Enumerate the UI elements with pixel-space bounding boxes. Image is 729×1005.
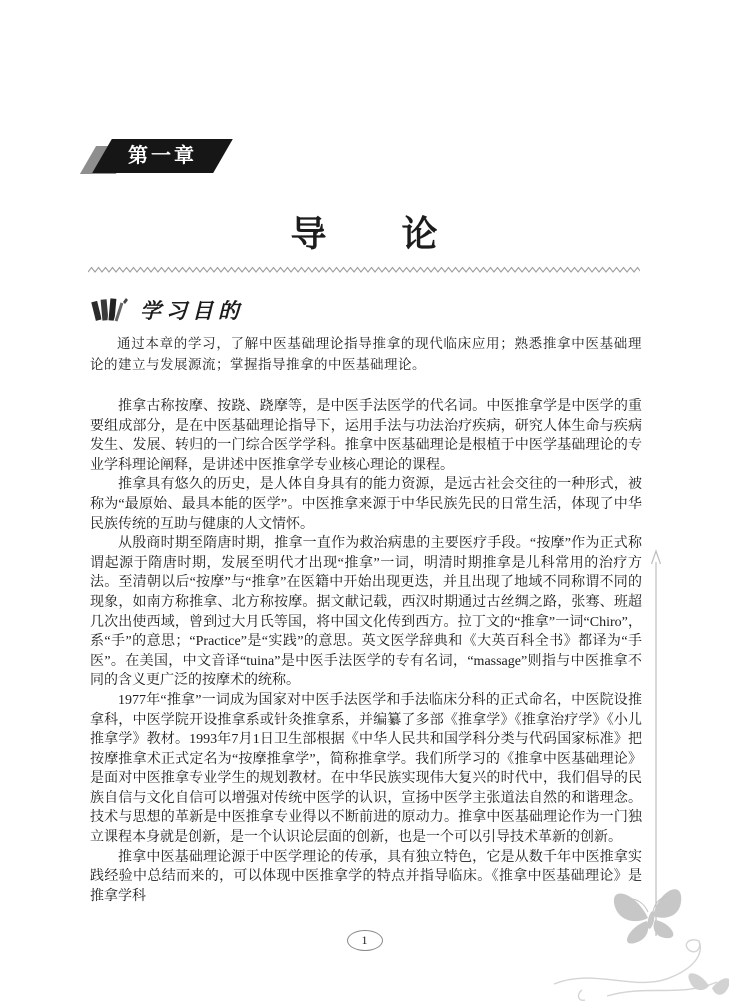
learning-objectives-section <box>90 294 642 375</box>
chapter-badge-plate <box>92 139 233 173</box>
body-paragraph: 推拿具有悠久的历史，是人体自身具有的能力资源，是远古社会交往的一种形式，被称为“最原始、最具本能的医学”。中医推拿来源于中华民族先民的日常生活，体现了中华民族传统的互助与健康的人文情怀。 <box>90 477 642 532</box>
body-text <box>90 397 642 906</box>
body-paragraph: 1977年“推拿”一词成为国家对中医手法医学和手法临床分科的正式命名，中医院设推拿科，中医学院开设推拿系或针灸推拿系，并编纂了多部《推拿学》《推拿治疗学》《小儿推拿学》教材。1993年7月1日卫生部根据《中华人民共和国学科分类与代码国家标准》把按摩推拿术正式定名为“按摩推拿学”，简称推拿学。我们所学习的《推拿中医基础理论》是面对中医推拿专业学生的规划教材。在中华民族实现伟大复兴的时代中，我们倡导的民族自信与文化自信可以增强对传统中医学的认识，宣扬中医学主张道法自然的和谐理念。技术与思想的革新是中医推拿专业得以不断前进的原动力。推拿中医基础理论作为一门独立课程本身就是创新，是一个认识论层面的创新，也是一个可以引导技术革新的创新。 <box>90 692 642 846</box>
books-and-pencil-icon <box>90 294 130 324</box>
wavy-divider <box>88 264 640 276</box>
page-footer <box>0 930 729 951</box>
chapter-title: 导 论 <box>290 214 439 254</box>
chapter-badge-label: 第一章 <box>128 145 197 167</box>
objectives-heading: 学习目的 <box>140 299 244 323</box>
objectives-text: 通过本章的学习，了解中医基础理论指导推拿的现代临床应用；熟悉推拿中医基础理论的建立与发展源流；掌握指导推拿的中医基础理论。 <box>90 336 642 372</box>
body-paragraph: 推拿中医基础理论源于中医学理论的传承，具有独立特色，它是从数千年中医推拿实践经验中总结而来的，可以体现中医推拿学的特点并指导临床。《推拿中医基础理论》是推拿学科 <box>90 849 642 904</box>
body-paragraph: 推拿古称按摩、按跷、跷摩等，是中医手法医学的代名词。中医推拿学是中医学的重要组成部分，是在中医基础理论指导下，运用手法与功法治疗疾病，研究人体生命与疾病发生、发展、转归的一门综合医学学科。推拿中医基础理论是根植于中医学基础理论的专业学科理论阐释，是讲述中医推拿学专业核心理论的课程。 <box>90 399 642 473</box>
objectives-heading-row <box>90 294 642 324</box>
page-number: 1 <box>347 930 383 951</box>
up-arrow-line-icon <box>648 548 664 940</box>
chapter-badge <box>102 139 223 173</box>
body-paragraph: 从殷商时期至隋唐时期，推拿一直作为救治病患的主要医疗手段。“按摩”作为正式称谓起源于隋唐时期，发展至明代才出现“推拿”一词，明清时期推拿是儿科常用的治疗方法。至清朝以后“按摩”与“推拿”在医籍中开始出现更迭，并且出现了地域不同称谓不同的现象，如南方称推拿、北方称按摩。据文献记载，西汉时期通过古丝绸之路，张骞、班超几次出使西域，曾到过大月氏等国，将中国文化传到西方。拉丁文的“推拿”一词“Chiro”，系“手”的意思；“Practice”是“实践”的意思。英文医学辞典和《大英百科全书》都译为“手医”。在美国，中文音译“tuina”是中医手法医学的专有名词，“massage”则指与中医推拿不同的含义更广泛的按摩术的统称。 <box>90 536 642 689</box>
